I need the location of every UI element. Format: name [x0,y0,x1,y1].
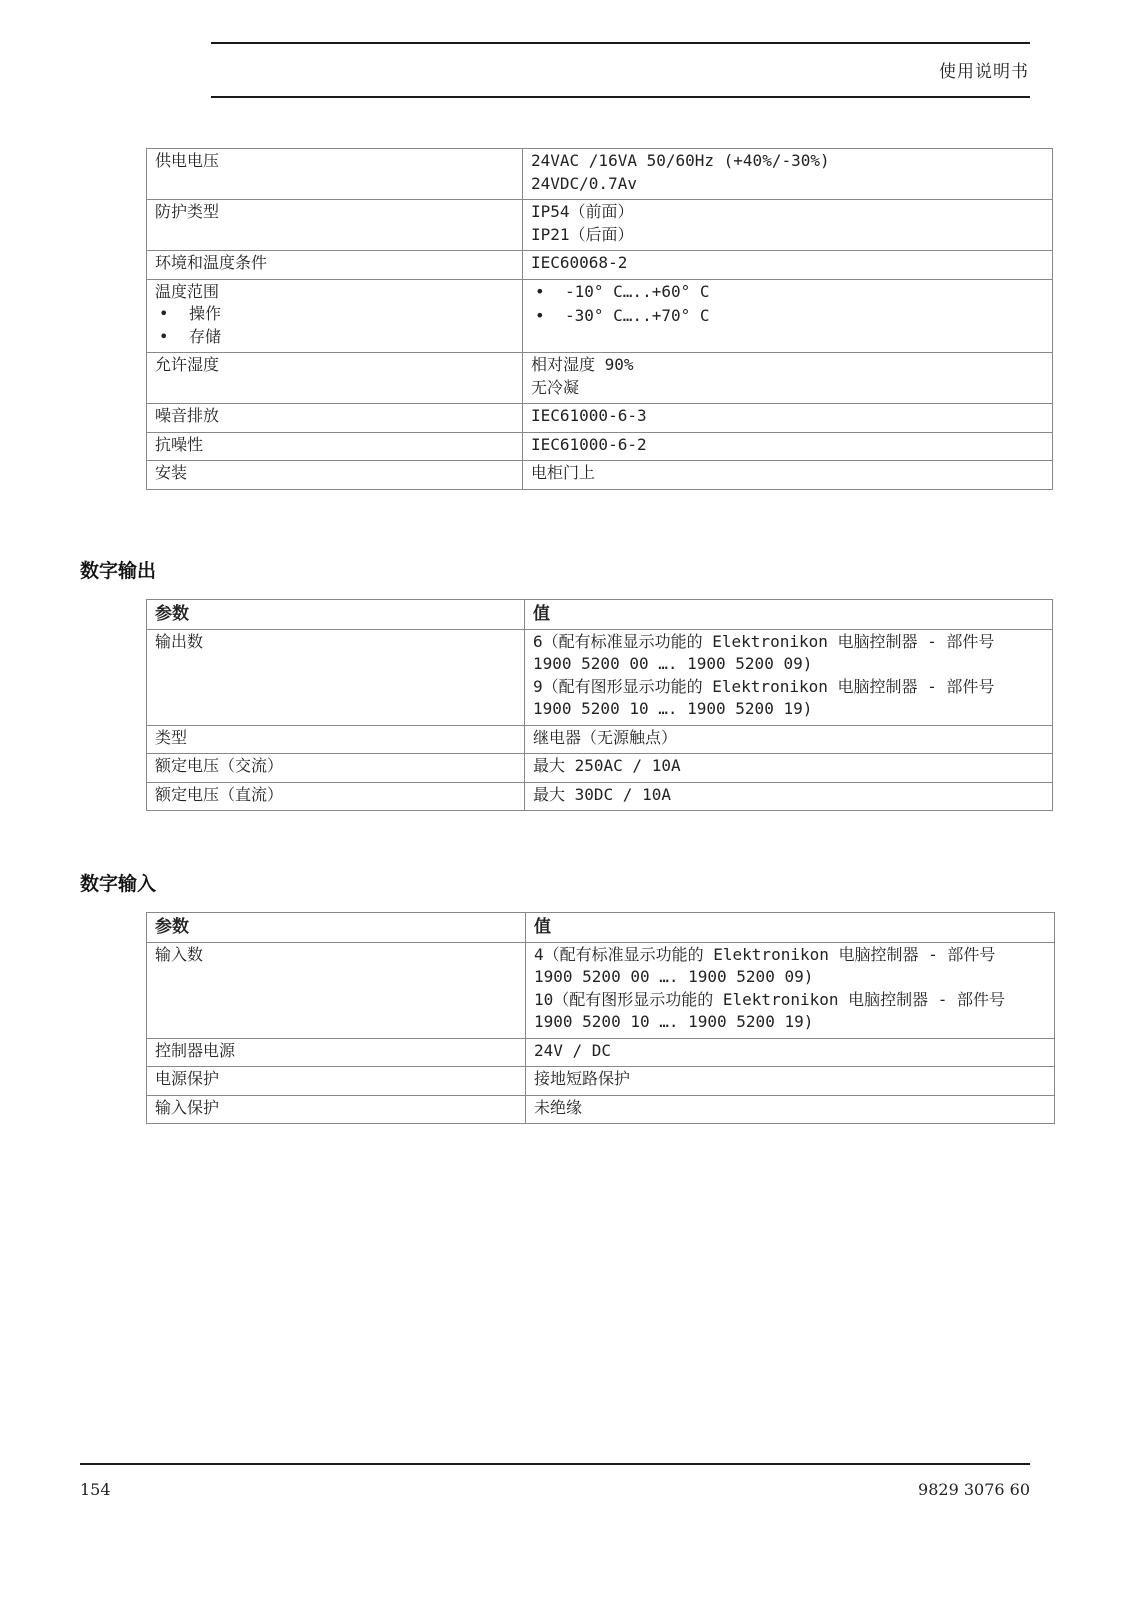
spec-label: 输入保护 [147,1095,526,1124]
table-row [147,149,1053,200]
spec-label: 额定电压（直流） [147,782,525,811]
list-item: • -10° C…..+60° C [531,281,1044,304]
header-top-rule [211,42,1030,44]
table-row [147,1095,1055,1124]
spec-value: IEC61000-6-2 [523,432,1053,461]
table-header-row [147,913,1055,943]
footer-rule [80,1463,1030,1465]
column-header-value: 值 [525,600,1053,630]
table-row [147,1067,1055,1096]
spec-value: 继电器（无源触点） [525,725,1053,754]
digital-output-table [146,599,1053,811]
spec-value: 4（配有标准显示功能的 Elektronikon 电脑控制器 - 部件号 1900 5200 00 …. 1900 5200 09) 10（配有图形显示功能的 Elektronikon 电脑控制器 - 部件号 1900 5200 10 …. 1900 5200 19) [526,942,1055,1038]
spec-value: 最大 30DC / 10A [525,782,1053,811]
spec-value: 6（配有标准显示功能的 Elektronikon 电脑控制器 - 部件号 1900 5200 00 …. 1900 5200 09) 9（配有图形显示功能的 Elektronikon 电脑控制器 - 部件号 1900 5200 10 …. 1900 5200 19) [525,629,1053,725]
digital-input-table [146,912,1055,1124]
table-row [147,942,1055,1038]
document-number: 9829 3076 60 [918,1480,1030,1499]
spec-label: 额定电压（交流） [147,754,525,783]
spec-label: 输出数 [147,629,525,725]
table-row [147,279,1053,353]
spec-value: 最大 250AC / 10A [525,754,1053,783]
spec-label: 控制器电源 [147,1038,526,1067]
spec-value: 相对湿度 90% 无冷凝 [523,353,1053,404]
table-row [147,404,1053,433]
spec-value: IEC60068-2 [523,251,1053,280]
spec-label: 供电电压 [147,149,523,200]
table-row [147,200,1053,251]
table-row [147,251,1053,280]
spec-value: 电柜门上 [523,461,1053,490]
column-header-param: 参数 [147,913,526,943]
spec-label: 安装 [147,461,523,490]
spec-label: 电源保护 [147,1067,526,1096]
table-row [147,754,1053,783]
spec-value: IEC61000-6-3 [523,404,1053,433]
spec-label: 输入数 [147,942,526,1038]
spec-value: 接地短路保护 [526,1067,1055,1096]
spec-label: 温度范围 • 操作 • 存储 [147,279,523,353]
section-title-digital-input: 数字输入 [80,873,157,895]
table-row [147,353,1053,404]
spec-label: 噪音排放 [147,404,523,433]
list-item: • 存储 [155,326,514,349]
spec-value: 24V / DC [526,1038,1055,1067]
table-row [147,782,1053,811]
spec-value: 24VAC /16VA 50/60Hz (+40%/-30%) 24VDC/0.7Av [523,149,1053,200]
table-header-row [147,600,1053,630]
header-bottom-rule [211,96,1030,98]
table-row [147,432,1053,461]
list-item: • -30° C…..+70° C [531,305,1044,328]
spec-value [523,279,1053,353]
spec-label: 抗噪性 [147,432,523,461]
spec-label: 防护类型 [147,200,523,251]
spec-table [146,148,1053,490]
spec-label: 允许湿度 [147,353,523,404]
list-item: • 操作 [155,303,514,326]
header-title: 使用说明书 [939,62,1029,82]
table-row [147,1038,1055,1067]
column-header-value: 值 [526,913,1055,943]
column-header-param: 参数 [147,600,525,630]
spec-label: 环境和温度条件 [147,251,523,280]
table-row [147,629,1053,725]
spec-value: IP54（前面） IP21（后面） [523,200,1053,251]
spec-label: 类型 [147,725,525,754]
page-number: 154 [80,1480,111,1499]
spec-value: 未绝缘 [526,1095,1055,1124]
table-row [147,461,1053,490]
section-title-digital-output: 数字输出 [80,560,157,582]
table-row [147,725,1053,754]
